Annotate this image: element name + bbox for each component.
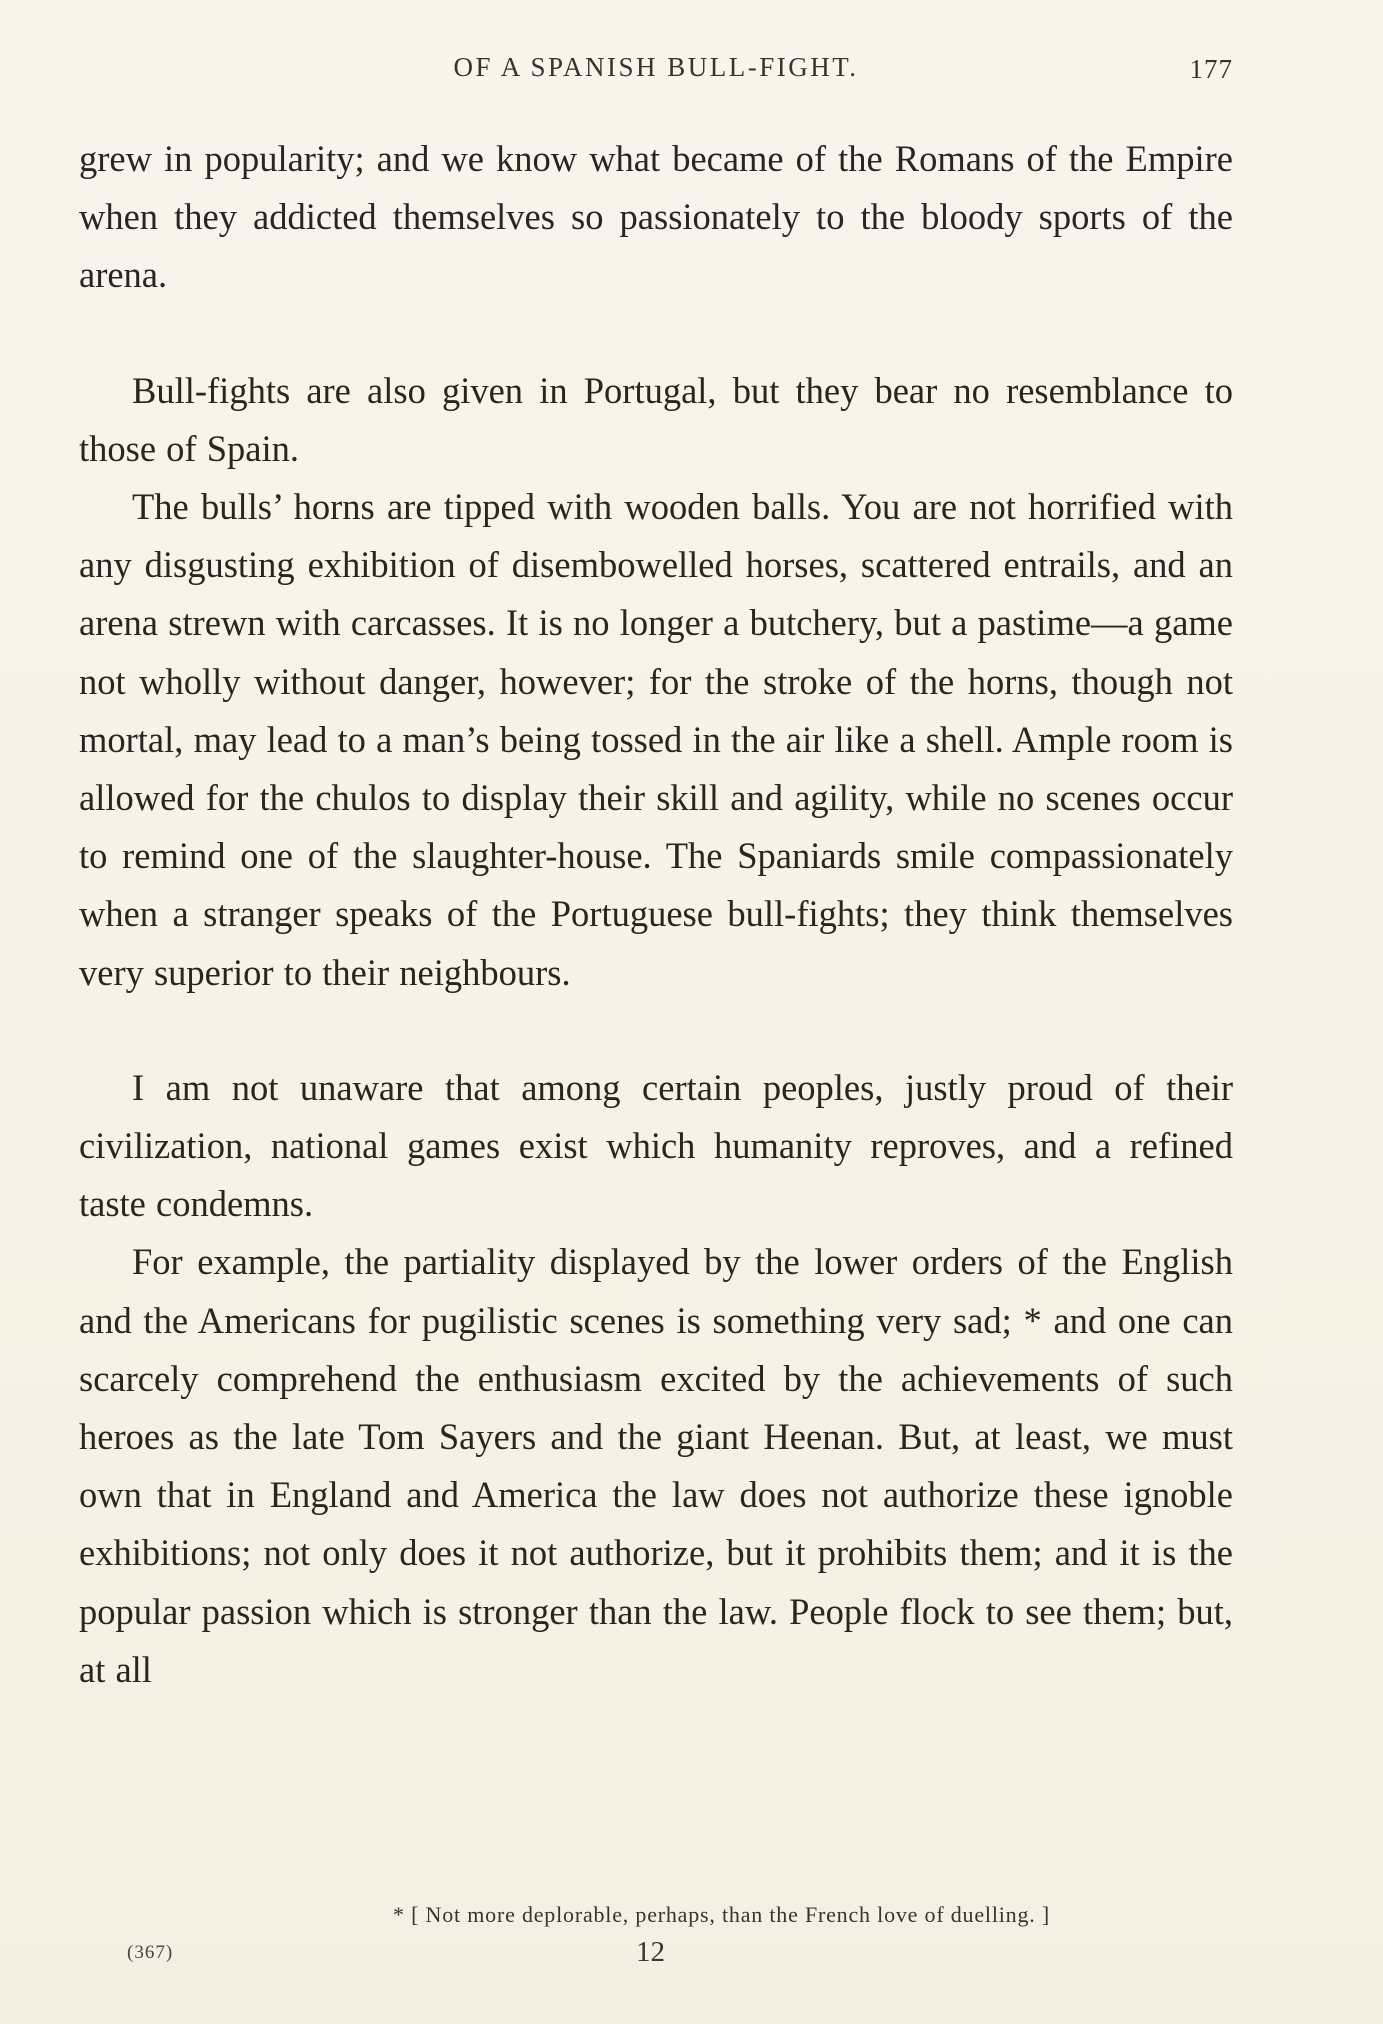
page-number: 177: [1189, 54, 1233, 84]
section-gap: [79, 1002, 1233, 1059]
sheet-number: 12: [636, 1936, 665, 1968]
paragraph-example: For example, the partiality displayed by the lower orders of the English and the Americans for pugilistic scenes is something very sad; * and one can scarcely comprehend the enthusiasm excited by the achievements of such heroes as the late Tom Sayers and the giant Heenan. But, at least, we must own that in England and America the law does not authorize these ignoble exhibitions; not only does it not authorize, but it prohibits them; and it is the popular passion which is stronger than the law. People flock to see them; but, at all: [79, 1241, 1233, 1690]
running-title: OF A SPANISH BULL-FIGHT.: [453, 52, 859, 82]
paragraph-horns: The bulls’ horns are tipped with wooden balls. You are not horrified with any disgusting exhibition of disembowelled horses, scattered entrails, and an arena strewn with carcasses. It is no longer a butchery, but a pastime—a game not wholly without danger, however; for the stroke of the horns, though not mortal, may lead to a man’s being tossed in the air like a shell. Ample room is allowed for the chulos to display their skill and agility, while no scenes occur to remind one of the slaughter-house. The Spaniards smile compassionately when a stranger speaks of the Portuguese bull-fights; they think themselves very superior to their neighbours.: [79, 486, 1233, 993]
footnote: * [ Not more deplorable, perhaps, than the French love of duelling. ]: [393, 1902, 1050, 1927]
paragraph-continuation: grew in popularity; and we know what became of the Romans of the Empire when they addicted themselves so passionately to the bloody sports of the arena.: [79, 138, 1233, 296]
body-text: [79, 130, 1233, 1699]
section-gap: [79, 305, 1233, 362]
running-head: [79, 52, 1233, 92]
paragraph-peoples: I am not unaware that among certain peoples, justly proud of their civilization, national games exist which humanity reproves, and a refined taste condemns.: [79, 1066, 1233, 1225]
paragraph-portugal: Bull-fights are also given in Portugal, but they bear no resemblance to those of Spain.: [79, 369, 1233, 469]
signature-mark: (367): [127, 1942, 174, 1963]
